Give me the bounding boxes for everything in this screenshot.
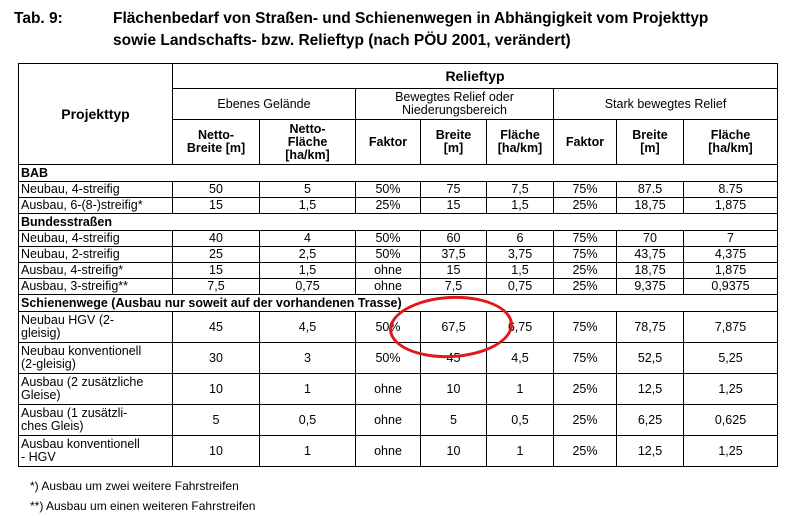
- header-breite-bewegt: [421, 120, 487, 165]
- row-label: Neubau, 4-streifig: [19, 182, 173, 198]
- row-label-line1: Ausbau (1 zusätzli-: [21, 406, 128, 420]
- table-cell: 6: [487, 231, 554, 247]
- table-cell: 1,25: [684, 374, 778, 405]
- header-netto-breite-line2: Breite [m]: [186, 141, 246, 155]
- table-cell: 12,5: [617, 436, 684, 467]
- caption-line-1: Flächenbedarf von Straßen- und Schienenwegen in Abhängigkeit vom Projekttyp: [113, 10, 709, 27]
- table-cell: 50: [173, 182, 260, 198]
- table-cell: 6,75: [487, 312, 554, 343]
- row-label: [19, 405, 173, 436]
- row-label: [19, 374, 173, 405]
- table-cell: 70: [617, 231, 684, 247]
- header-flaeche-bewegt-line1: Fläche: [500, 128, 540, 142]
- table-row: [19, 279, 778, 295]
- table-cell: 1: [487, 374, 554, 405]
- table-cell: 75%: [554, 231, 617, 247]
- table-cell: 1,5: [487, 198, 554, 214]
- table-cell: 7: [684, 231, 778, 247]
- header-projekttyp: Projekttyp: [19, 64, 173, 165]
- table-cell: 45: [421, 343, 487, 374]
- table-cell: 25%: [554, 279, 617, 295]
- table-cell: 5,25: [684, 343, 778, 374]
- table-cell: 1,5: [260, 198, 356, 214]
- header-flaeche-stark-line1: Fläche: [710, 128, 751, 142]
- row-label-line1: Neubau konventionell: [21, 344, 142, 358]
- caption-text: [113, 8, 793, 52]
- table-cell: 75: [421, 182, 487, 198]
- table-cell: 30: [173, 343, 260, 374]
- table-cell: 2,5: [260, 247, 356, 263]
- row-label-line1: Ausbau (2 zusätzliche: [21, 375, 144, 389]
- table-cell: 87.5: [617, 182, 684, 198]
- table-row: [19, 436, 778, 467]
- table-row: [19, 405, 778, 436]
- table-cell: 25%: [554, 374, 617, 405]
- footnotes: [30, 476, 255, 516]
- table-cell: 4,5: [260, 312, 356, 343]
- table-cell: 6,25: [617, 405, 684, 436]
- table-cell: 1,875: [684, 263, 778, 279]
- row-label: Ausbau, 3-streifig**: [19, 279, 173, 295]
- footnote-2: **) Ausbau um einen weiteren Fahrstreifen: [30, 499, 256, 513]
- table-cell: 78,75: [617, 312, 684, 343]
- table-cell: 18,75: [617, 198, 684, 214]
- table-cell: 75%: [554, 247, 617, 263]
- table-cell: 1: [260, 436, 356, 467]
- table-cell: ohne: [356, 405, 421, 436]
- table-cell: 7,5: [487, 182, 554, 198]
- table-cell: 37,5: [421, 247, 487, 263]
- table-cell: 1,5: [487, 263, 554, 279]
- table-cell: ohne: [356, 279, 421, 295]
- table-cell: 18,75: [617, 263, 684, 279]
- header-breite-bewegt-line1: Breite: [435, 128, 472, 142]
- header-group-stark: Stark bewegtes Relief: [554, 89, 778, 120]
- row-label-line2: - HGV: [21, 450, 56, 464]
- header-group-eben: Ebenes Gelände: [173, 89, 356, 120]
- table-cell: 5: [260, 182, 356, 198]
- header-flaeche-stark: [684, 120, 778, 165]
- table-cell: 25%: [554, 436, 617, 467]
- header-breite-stark-line1: Breite: [632, 128, 668, 142]
- table-cell: 15: [421, 263, 487, 279]
- table-cell: 50%: [356, 343, 421, 374]
- header-flaeche-bewegt-line2: [ha/km]: [497, 141, 543, 155]
- table-cell: 7,875: [684, 312, 778, 343]
- table-row: [19, 198, 778, 214]
- table-cell: 75%: [554, 343, 617, 374]
- table-cell: 0,625: [684, 405, 778, 436]
- section-row-schiene: [19, 295, 778, 312]
- table-cell: 0,5: [487, 405, 554, 436]
- table-cell: 15: [421, 198, 487, 214]
- table-row: [19, 343, 778, 374]
- table-cell: 40: [173, 231, 260, 247]
- row-label: Ausbau, 6-(8-)streifig*: [19, 198, 173, 214]
- header-faktor-stark: Faktor: [554, 120, 617, 165]
- section-row-bab: [19, 165, 778, 182]
- table-cell: 0,75: [260, 279, 356, 295]
- header-netto-flaeche-line3: [ha/km]: [285, 147, 330, 162]
- section-title-bab: BAB: [19, 165, 778, 182]
- table-cell: 1,5: [260, 263, 356, 279]
- table-cell: 4,375: [684, 247, 778, 263]
- table-cell: 50%: [356, 231, 421, 247]
- header-breite-bewegt-line2: [m]: [443, 141, 464, 155]
- table-cell: 50%: [356, 247, 421, 263]
- table-cell: 4,5: [487, 343, 554, 374]
- caption-label: Tab. 9:: [14, 10, 63, 27]
- table-row: [19, 247, 778, 263]
- table-cell: 52,5: [617, 343, 684, 374]
- table-cell: 10: [421, 436, 487, 467]
- table-cell: 10: [173, 374, 260, 405]
- header-netto-breite: [173, 120, 260, 165]
- row-label-line2: Gleise): [21, 388, 61, 402]
- row-label-line1: Neubau HGV (2-: [21, 313, 115, 327]
- table-cell: 60: [421, 231, 487, 247]
- table-cell: 1,25: [684, 436, 778, 467]
- row-label: Ausbau, 4-streifig*: [19, 263, 173, 279]
- table-row: [19, 263, 778, 279]
- table-cell: ohne: [356, 374, 421, 405]
- header-netto-flaeche-line1: Netto-: [289, 121, 326, 136]
- row-label: Neubau, 2-streifig: [19, 247, 173, 263]
- table-cell: 4: [260, 231, 356, 247]
- header-flaeche-bewegt: [487, 120, 554, 165]
- table-cell: 0,5: [260, 405, 356, 436]
- table-cell: 75%: [554, 182, 617, 198]
- header-flaeche-stark-line2: [ha/km]: [708, 141, 753, 155]
- table-cell: 1: [487, 436, 554, 467]
- table-cell: 1: [260, 374, 356, 405]
- table-cell: ohne: [356, 263, 421, 279]
- table-row: [19, 231, 778, 247]
- table-cell: 25%: [356, 198, 421, 214]
- table-cell: 67,5: [421, 312, 487, 343]
- row-label: [19, 436, 173, 467]
- table-cell: 43,75: [617, 247, 684, 263]
- table-row: [19, 312, 778, 343]
- header-netto-breite-line1: Netto-: [197, 128, 235, 142]
- header-faktor-bewegt: Faktor: [356, 120, 421, 165]
- header-breite-stark-line2: [m]: [640, 141, 660, 155]
- row-label-line2: (2-gleisig): [21, 357, 76, 371]
- table-cell: 0,75: [487, 279, 554, 295]
- table-cell: 45: [173, 312, 260, 343]
- row-label-line2: gleisig): [21, 326, 61, 340]
- footnote-1: *) Ausbau um zwei weitere Fahrstreifen: [30, 479, 239, 493]
- table-cell: 10: [173, 436, 260, 467]
- table-cell: 3: [260, 343, 356, 374]
- row-label: Neubau, 4-streifig: [19, 231, 173, 247]
- row-label: [19, 343, 173, 374]
- table-cell: 9,375: [617, 279, 684, 295]
- row-label-line1: Ausbau konventionell: [21, 437, 140, 451]
- table-cell: 12,5: [617, 374, 684, 405]
- header-netto-flaeche-line2: Fläche: [287, 134, 328, 149]
- table-row: [19, 182, 778, 198]
- header-group-bewegt: [356, 89, 554, 120]
- header-breite-stark: [617, 120, 684, 165]
- table-cell: 25: [173, 247, 260, 263]
- table-cell: 25%: [554, 405, 617, 436]
- table-cell: 3,75: [487, 247, 554, 263]
- table-cell: 50%: [356, 182, 421, 198]
- table-cell: 7,5: [421, 279, 487, 295]
- table-cell: 15: [173, 263, 260, 279]
- section-title-schiene: Schienenwege (Ausbau nur soweit auf der vorhandenen Trasse): [19, 295, 778, 312]
- table-cell: 25%: [554, 263, 617, 279]
- table-row: [19, 374, 778, 405]
- table-cell: 75%: [554, 312, 617, 343]
- row-label-line2: ches Gleis): [21, 419, 84, 433]
- header-relieftyp: Relieftyp: [173, 64, 778, 89]
- section-row-bund: [19, 214, 778, 231]
- table-cell: 5: [173, 405, 260, 436]
- table-cell: 15: [173, 198, 260, 214]
- table-cell: 5: [421, 405, 487, 436]
- table-cell: 50%: [356, 312, 421, 343]
- caption-line-2: sowie Landschafts- bzw. Relieftyp (nach PÖU 2001, verändert): [113, 32, 571, 49]
- section-title-bund: Bundesstraßen: [19, 214, 778, 231]
- table-cell: 0,9375: [684, 279, 778, 295]
- header-group-bewegt-line2: Niederungsbereich: [402, 103, 507, 117]
- table-cell: 1,875: [684, 198, 778, 214]
- table-cell: 8.75: [684, 182, 778, 198]
- table-cell: 10: [421, 374, 487, 405]
- row-label: [19, 312, 173, 343]
- table-cell: 25%: [554, 198, 617, 214]
- table-cell: 7,5: [173, 279, 260, 295]
- area-requirement-table: [18, 63, 778, 467]
- table-cell: ohne: [356, 436, 421, 467]
- header-group-bewegt-line1: Bewegtes Relief oder: [395, 90, 514, 104]
- header-netto-flaeche: [260, 120, 356, 165]
